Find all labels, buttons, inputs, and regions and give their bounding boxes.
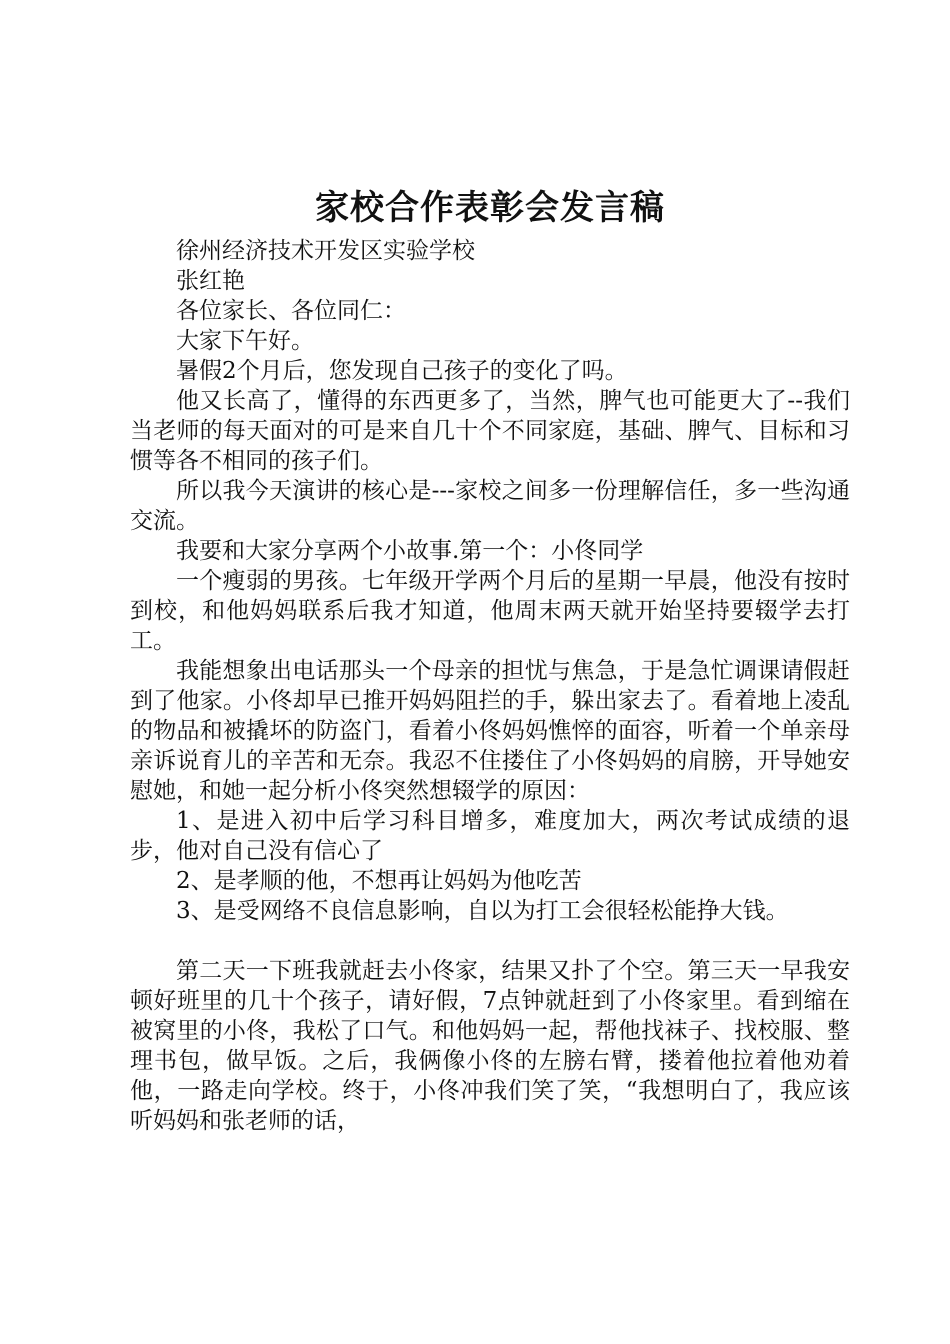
paragraph: 所以我今天演讲的核心是---家校之间多一份理解信任，多一些沟通交流。 [130, 478, 850, 534]
paragraph: 暑假2个月后，您发现自己孩子的变化了吗。 [176, 358, 628, 384]
paragraph: 我要和大家分享两个小故事.第一个：小佟同学 [176, 538, 644, 564]
paragraph: 第二天一下班我就赶去小佟家，结果又扑了个空。第三天一早我安顿好班里的几十个孩子，请好假，7点钟就赶到了小佟家里。看到缩在被窝里的小佟，我松了口气。和他妈妈一起，帮他找袜子、找校服、整理书包，做早饭。之后，我俩像小佟的左膀右臂，搂着他拉着他劝着他，一路走向学校。终于，小佟冲我们笑了笑，“我想明白了，我应该听妈妈和张老师的话， [130, 958, 850, 1134]
document-title: 家校合作表彰会发言稿 [315, 188, 665, 228]
greeting: 大家下午好。 [176, 328, 314, 354]
paragraph-spacer [130, 926, 850, 956]
list-item: 2、是孝顺的他，不想再让妈妈为他吃苦 [176, 868, 582, 894]
paragraph: 我能想象出电话那头一个母亲的担忧与焦急，于是急忙调课请假赶到了他家。小佟却早已推开妈妈阻拦的手，躲出家去了。看着地上凌乱的物品和被撬坏的防盗门，看着小佟妈妈憔悴的面容，听着一个单亲母亲诉说育儿的辛苦和无奈。我忍不住搂住了小佟妈妈的肩膀，开导她安慰她，和她一起分析小佟突然想辍学的原因： [130, 658, 850, 804]
list-item: 1、是进入初中后学习科目增多，难度加大，两次考试成绩的退步，他对自己没有信心了 [130, 808, 850, 864]
paragraph: 他又长高了，懂得的东西更多了，当然，脾气也可能更大了--我们当老师的每天面对的可是来自几十个不同家庭，基础、脾气、目标和习惯等各不相同的孩子们。 [130, 388, 850, 474]
list-item: 3、是受网络不良信息影响，自以为打工会很轻松能挣大钱。 [176, 898, 789, 924]
document-body [130, 236, 850, 1136]
paragraph: 一个瘦弱的男孩。七年级开学两个月后的星期一早晨，他没有按时到校，和他妈妈联系后我才知道，他周末两天就开始坚持要辍学去打工。 [130, 568, 850, 654]
salutation: 各位家长、各位同仁： [176, 298, 406, 324]
author-name: 张红艳 [176, 268, 245, 294]
school-name: 徐州经济技术开发区实验学校 [176, 238, 475, 264]
